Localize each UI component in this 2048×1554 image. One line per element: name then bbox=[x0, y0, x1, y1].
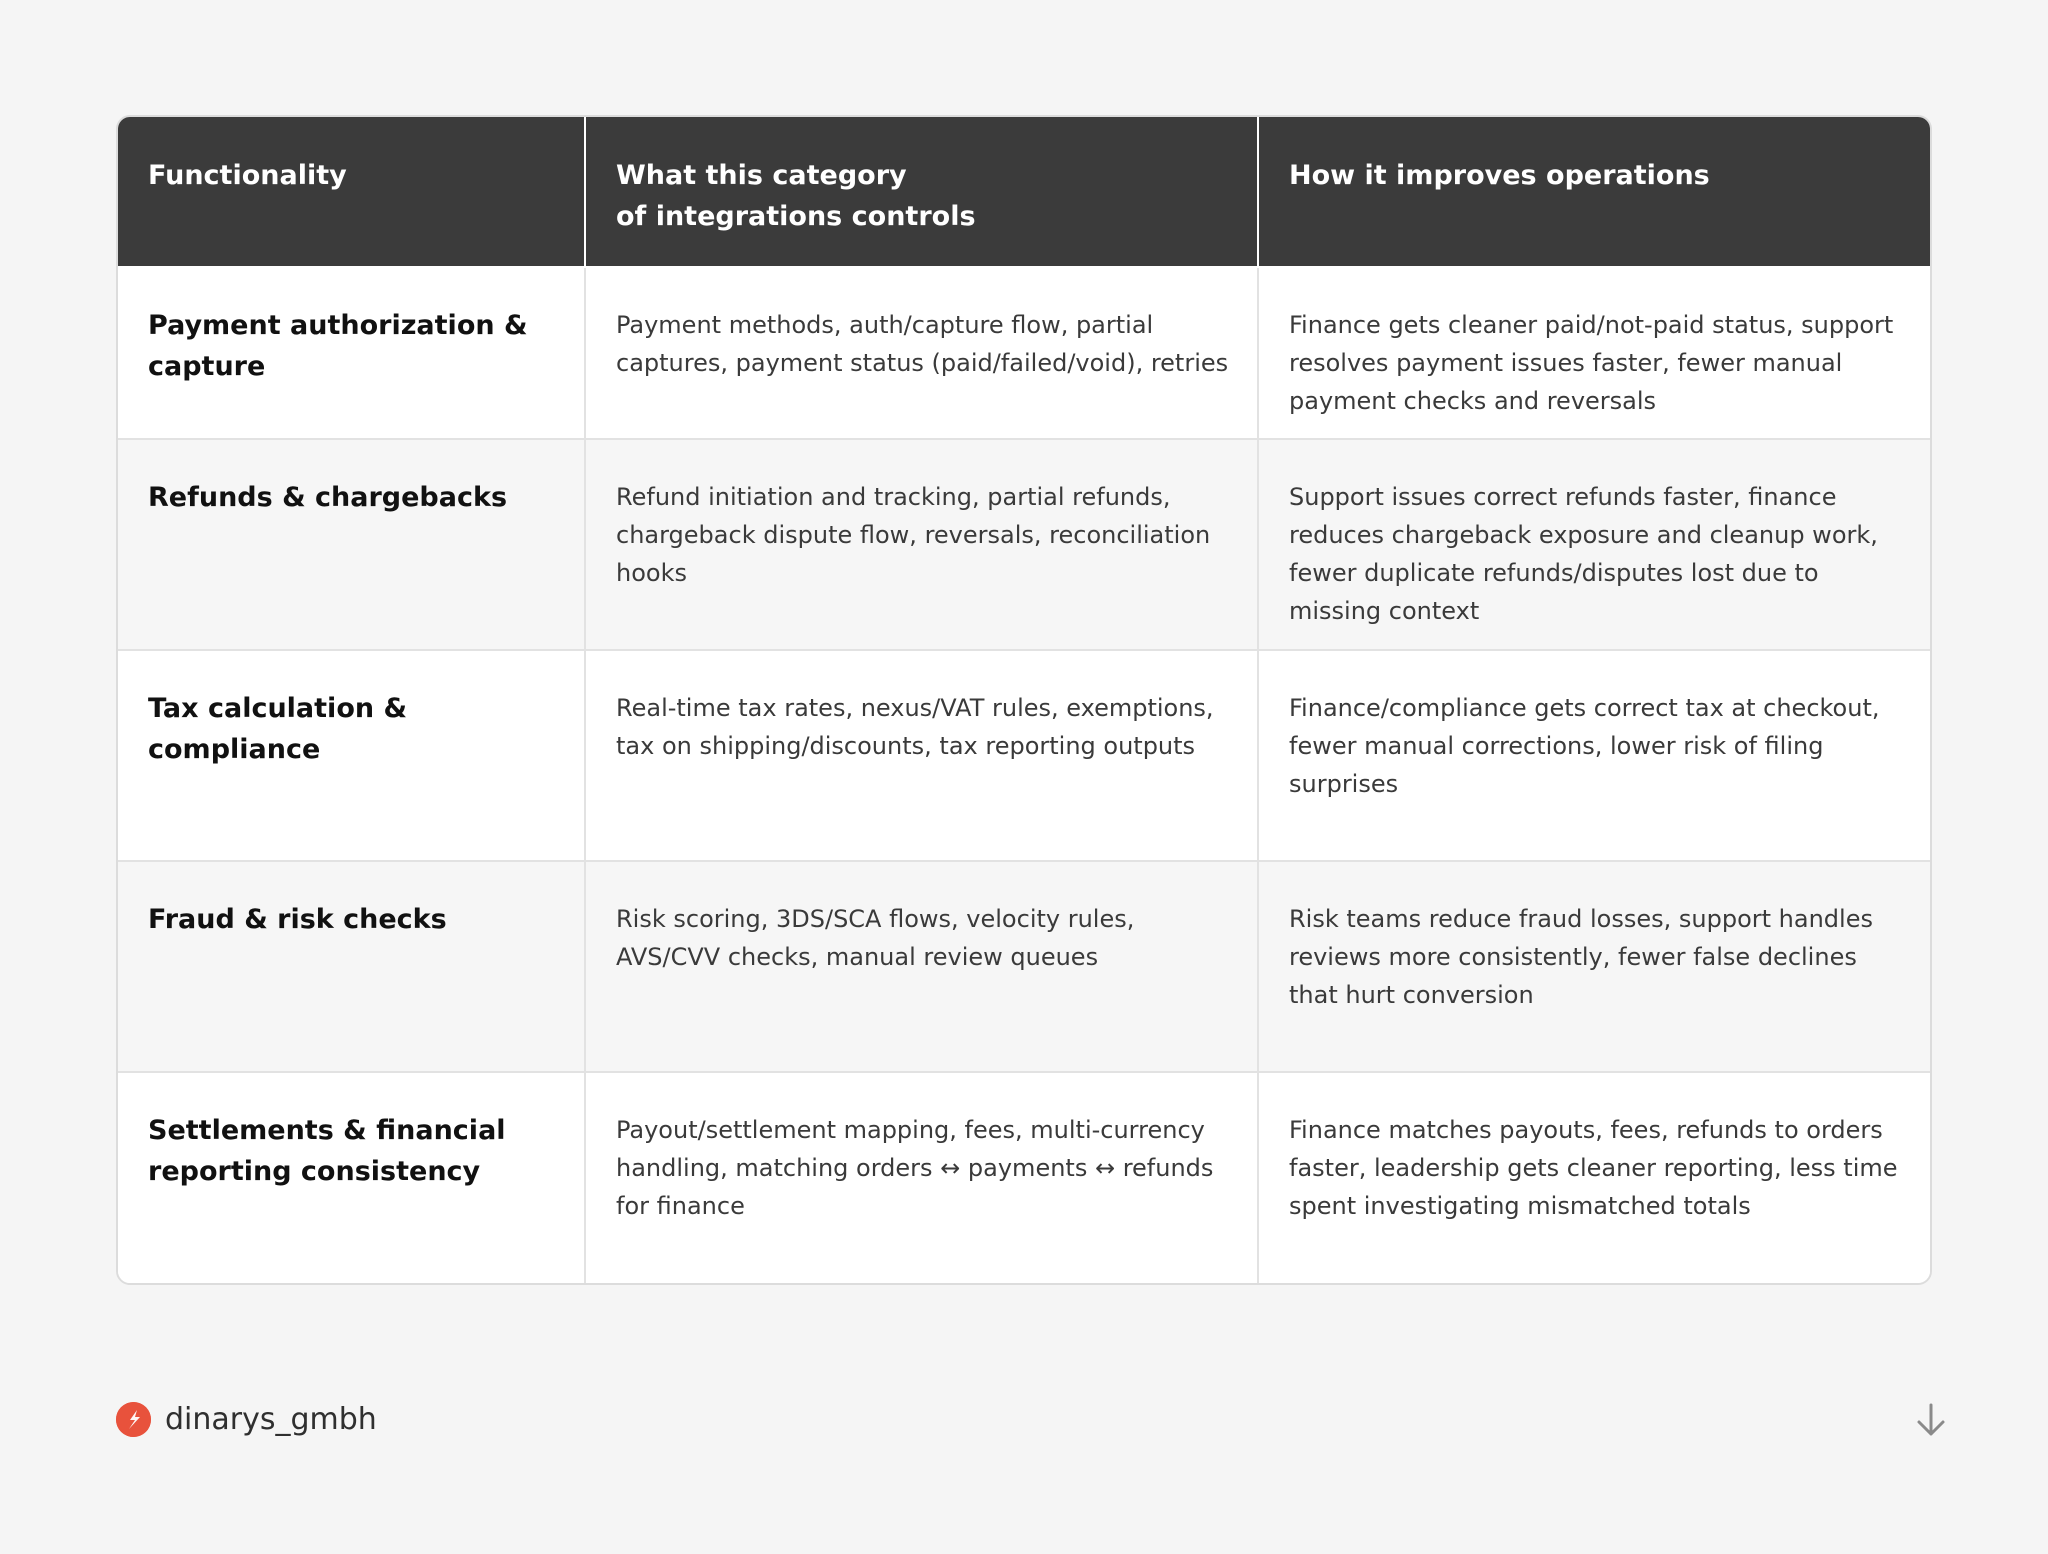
footer-brand[interactable] bbox=[116, 1402, 377, 1437]
improves-cell: Support issues correct refunds faster, finance reduces chargeback exposure and cleanup work, fewer duplicate refunds/disputes lost due to missing context bbox=[1258, 439, 1930, 650]
table-row bbox=[118, 267, 1930, 439]
comparison-table-card bbox=[116, 115, 1932, 1285]
brand-name: dinarys_gmbh bbox=[165, 1402, 377, 1437]
table-row bbox=[118, 861, 1930, 1072]
brand-logo-icon bbox=[116, 1402, 151, 1437]
header-how-improves: How it improves operations bbox=[1258, 117, 1930, 267]
table-row bbox=[118, 1072, 1930, 1283]
table-row bbox=[118, 439, 1930, 650]
improves-cell: Finance matches payouts, fees, refunds to orders faster, leadership gets cleaner reporting, less time spent investigating mismatched totals bbox=[1258, 1072, 1930, 1283]
comparison-table bbox=[118, 117, 1930, 1283]
table-header-row bbox=[118, 117, 1930, 267]
controls-cell: Refund initiation and tracking, partial refunds, chargeback dispute flow, reversals, reconciliation hooks bbox=[585, 439, 1258, 650]
improves-cell: Finance gets cleaner paid/not-paid status, support resolves payment issues faster, fewer manual payment checks and reversals bbox=[1258, 267, 1930, 439]
controls-cell: Risk scoring, 3DS/SCA flows, velocity rules, AVS/CVV checks, manual review queues bbox=[585, 861, 1258, 1072]
controls-cell: Payout/settlement mapping, fees, multi-currency handling, matching orders ↔ payments ↔ refunds for finance bbox=[585, 1072, 1258, 1283]
functionality-cell: Fraud & risk checks bbox=[118, 861, 585, 1072]
header-what-controls: What this category of integrations controls bbox=[585, 117, 1258, 267]
functionality-cell: Payment authorization & capture bbox=[118, 267, 585, 439]
header-functionality: Functionality bbox=[118, 117, 585, 267]
controls-cell: Payment methods, auth/capture flow, partial captures, payment status (paid/failed/void), retries bbox=[585, 267, 1258, 439]
functionality-cell: Settlements & financial reporting consistency bbox=[118, 1072, 585, 1283]
functionality-cell: Tax calculation & compliance bbox=[118, 650, 585, 861]
improves-cell: Risk teams reduce fraud losses, support handles reviews more consistently, fewer false declines that hurt conversion bbox=[1258, 861, 1930, 1072]
functionality-cell: Refunds & chargebacks bbox=[118, 439, 585, 650]
improves-cell: Finance/compliance gets correct tax at checkout, fewer manual corrections, lower risk of filing surprises bbox=[1258, 650, 1930, 861]
arrow-down-icon[interactable] bbox=[1913, 1402, 1949, 1438]
controls-cell: Real-time tax rates, nexus/VAT rules, exemptions, tax on shipping/discounts, tax reporting outputs bbox=[585, 650, 1258, 861]
table-row bbox=[118, 650, 1930, 861]
